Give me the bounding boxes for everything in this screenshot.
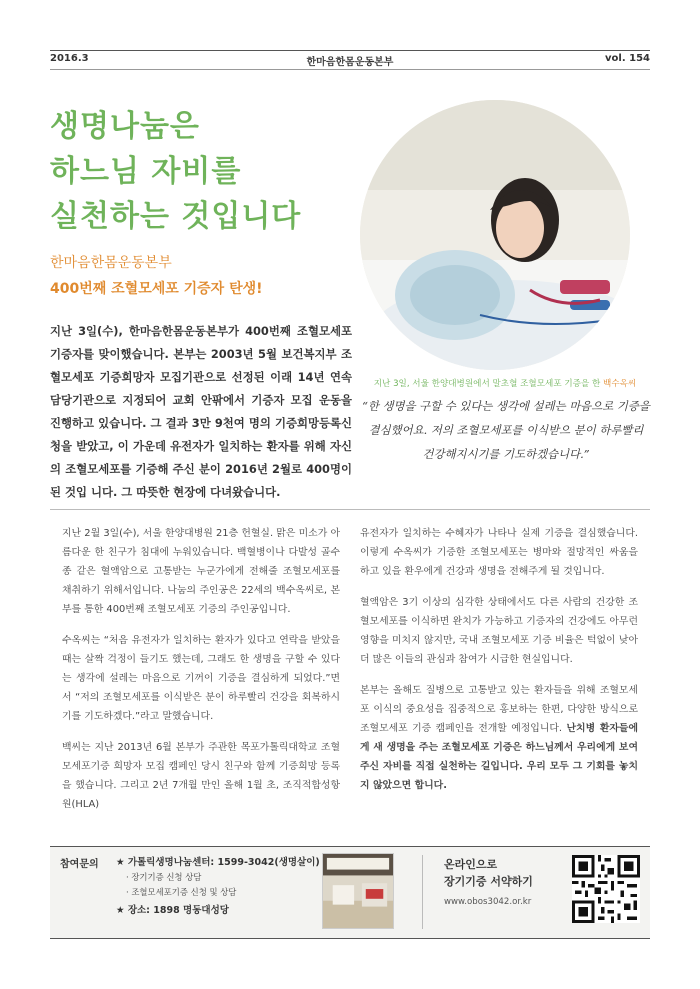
qr-code-graphic: [572, 855, 640, 923]
title-line-3: 실천하는 것입니다: [50, 199, 302, 234]
caption-text: 지난 3일, 서울 한양대병원에서 말초혈 조혈모세포 기증을 한: [373, 379, 601, 389]
caption-name: 백수옥씨: [603, 379, 637, 389]
contact-sub-stemcell: · 조혈모세포기증 신청 및 상담: [126, 887, 237, 897]
subtitle-headline: 400번째 조혈모세포 기증자 탄생!: [50, 281, 263, 297]
body-paragraph: 혈액암은 3기 이상의 심각한 상태에서도 다른 사람의 건강한 조혈모세포를 이식하면 완치가 가능하고 기증자의 건강에도 아무런 영향을 미치지 않지만, 국내 조혈모세포 기증 비율은 턱없이 낮아 더 많은 이들의 관심과 참여가 시급한 현실입니다.: [360, 597, 638, 665]
footer-box: [50, 847, 650, 938]
contact-sub-organ: · 장기기증 신청 상담: [126, 872, 202, 882]
body-paragraph: 지난 2월 3일(수), 서울 한양대병원 21층 헌혈실. 맑은 미소가 아름다운 한 친구가 침대에 누워있습니다. 백혈병이나 다발성 골수종 같은 혈액암으로 고통받는 누군가에게 전해줄 조혈모세포를 채취하기 위해서입니다. 나눔의 주인공은 22세의 백수옥씨로, 본부를 통한 400번째 조혈모세포 기증의 주인공입니다.: [62, 528, 340, 615]
page-title: [50, 104, 301, 239]
donor-photo: [360, 100, 630, 370]
body-paragraph-text: 본부는 올해도 질병으로 고통받고 있는 환자들을 위해 조혈모세포 이식의 중요성을 집중적으로 홍보하는 한편, 다양한 방식으로 조혈모세포 기증 캠페인을 전개할 예정입니다.: [360, 685, 638, 734]
title-line-2: 하느님 자비를: [50, 154, 242, 189]
issue-date: 2016.3: [50, 53, 89, 64]
body-left-column: [62, 524, 340, 826]
qr-code-icon[interactable]: [572, 855, 640, 923]
contact-place: ★ 장소: 1898 명동대성당: [116, 905, 229, 916]
body-right-column: [360, 524, 638, 807]
issue-volume: vol. 154: [605, 53, 650, 64]
center-photo-illustration: [323, 854, 393, 928]
photo-caption: [360, 377, 650, 389]
body-paragraph: [360, 681, 638, 795]
footer-contact: [116, 855, 320, 918]
section-divider: [50, 509, 650, 510]
body-paragraph: 수옥씨는 “처음 유전자가 일치하는 환자가 있다고 연락을 받았을 때는 살짝 걱정이 들기도 했는데, 그래도 한 생명을 구할 수 있다는 생각에 설레는 마음으로 기꺼이 기증을 결심하게 되었다.”면서 “저의 조혈모세포를 이식받은 분이 하루빨리 건강을 회복하시기를 기도하겠다.”라고 말했습니다.: [62, 635, 340, 722]
header-top-rule: [50, 50, 650, 51]
donor-quote: “한 생명을 구할 수 있다는 생각에 설레는 마음으로 기증을 결심했어요. 저의 조혈모세포를 이식받으 분이 하루빨리 건강해지시기를 기도하겠습니다.”: [362, 399, 650, 461]
title-line-1: 생명나눔은: [50, 109, 200, 144]
body-paragraph: 유전자가 일치하는 수혜자가 나타나 실제 기증을 결심했습니다. 이렇게 수옥씨가 기증한 조혈모세포는 병마와 절망적인 싸움을 하고 있을 환우에게 건강과 생명을 전해주게 될 것입니다.: [360, 528, 638, 577]
body-closing-strong: 난치병 환자들에게 새 생명을 주는 조혈모세포 기증은 하느님께서 우리에게 보여주신 자비를 직접 실천하는 길입니다. 우리 모두 그 기회를 놓치지 않았으면 합니다.: [360, 723, 638, 791]
subtitle-org: 한마음한몸운동본부: [50, 255, 172, 271]
lead-paragraph: 지난 3일(수), 한마음한몸운동본부가 400번째 조혈모세포 기증자를 맞이했습니다. 본부는 2003년 5월 보건복지부 조혈모세포 기증희망자 모집기관으로 선정된 이래 14년 연속 담당기관으로 지정되어 교회 안팎에서 기증자 모집 운동을 진행하고 있습니다. 그 결과 3만 9천여 명의 기증희망등록신청을 받았고, 이 가운데 유전자가 일치하는 환자를 위해 자신의 조혈모세포를 기증해 주신 분이 2016년 2월로 400명이 된 것입 니다. 그 따뜻한 현장에 다녀왔습니다.: [50, 324, 352, 499]
footer-bottom-rule: [50, 938, 650, 939]
body-paragraph: 백씨는 지난 2013년 6월 본부가 주관한 목포가톨릭대학교 조혈모세포기증 희망자 모집 캠페인 당시 친구와 함께 기증희망 등록을 했습니다. 그리고 2년 7개월 만인 올해 1월 초, 조직적합성항원(HLA): [62, 742, 340, 810]
contact-main: ★ 가톨릭생명나눔센터: 1599-3042(생명살이): [116, 857, 320, 868]
page-header: [50, 53, 650, 67]
pledge-url-link[interactable]: www.obos3042.or.kr: [444, 897, 532, 907]
donor-photo-illustration: [360, 100, 630, 370]
footer-vertical-rule: [422, 855, 423, 929]
online-line-2: 장기기증 서약하기: [444, 875, 533, 888]
center-photo: [322, 853, 394, 929]
footer-ask-label: 참여문의: [60, 859, 99, 870]
header-org: 한마음한몸운동본부: [306, 57, 394, 68]
online-line-1: 온라인으로: [444, 858, 498, 871]
header-bottom-rule: [50, 69, 650, 70]
online-pledge: [444, 856, 533, 890]
